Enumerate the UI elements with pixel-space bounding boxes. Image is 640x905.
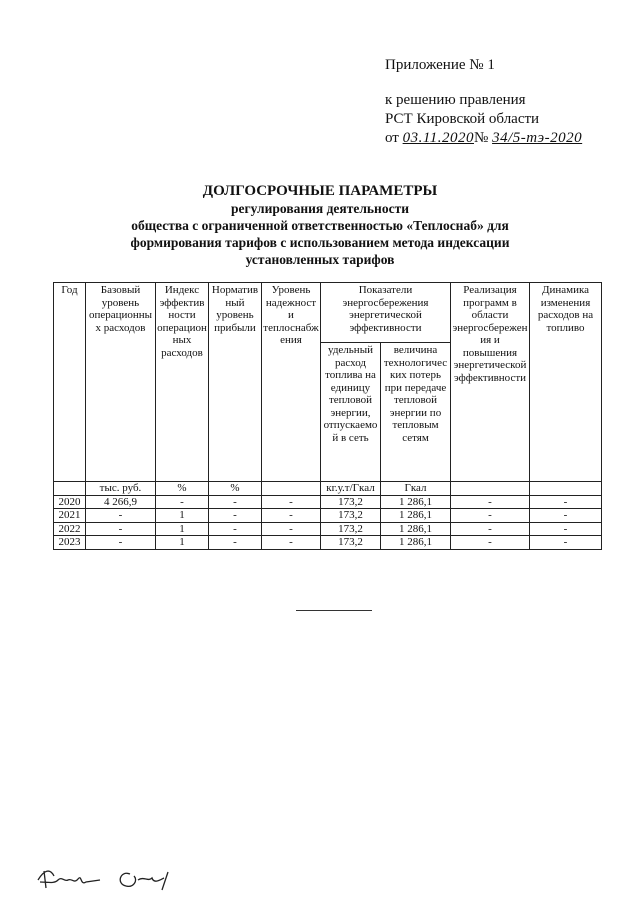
appendix-block: [385, 56, 582, 148]
unit-base: тыс. руб.: [86, 482, 156, 496]
appendix-authority: РСТ Кировской области: [385, 111, 540, 127]
number-label: №: [474, 130, 489, 146]
cell-programs: -: [451, 495, 530, 509]
table-row: [54, 536, 602, 550]
decision-number: 34/5-тэ-2020: [492, 130, 583, 146]
cell-profit: -: [209, 522, 262, 536]
cell-profit: -: [209, 536, 262, 550]
cell-losses: 1 286,1: [381, 536, 451, 550]
cell-base: -: [86, 536, 156, 550]
header-efficiency-index: Индекс эффективности операционных расходов: [156, 283, 209, 470]
cell-year: 2022: [54, 522, 86, 536]
header-year: Год: [54, 283, 86, 470]
header-fuel-dynamics: Динамика изменения расходов на топливо: [530, 283, 602, 482]
appendix-number: Приложение № 1: [385, 57, 495, 73]
header-energy-group: Показатели энергосбережения энергетической эффективности: [321, 283, 451, 343]
header-heat-losses: величина технологических потерь при передаче тепловой энергии по тепловым сетям: [381, 343, 451, 482]
cell-index: 1: [156, 536, 209, 550]
cell-fuel: 173,2: [321, 522, 381, 536]
appendix-date-line: [385, 129, 582, 148]
cell-base: -: [86, 509, 156, 523]
header-fuel-consumption: удельный расход топлива на единицу тепловой энергии, отпускаемой в сеть: [321, 343, 381, 482]
cell-dynamics: -: [530, 495, 602, 509]
cell-reliability: -: [262, 495, 321, 509]
decision-date: 03.11.2020: [402, 130, 474, 146]
cell-base: -: [86, 522, 156, 536]
cell-losses: 1 286,1: [381, 495, 451, 509]
end-divider: [296, 610, 372, 611]
cell-year: 2023: [54, 536, 86, 550]
unit-profit: %: [209, 482, 262, 496]
cell-index: 1: [156, 509, 209, 523]
header-base-opex: Базовый уровень операционных расходов: [86, 283, 156, 470]
table-row: [54, 522, 602, 536]
parameters-table: [53, 282, 602, 550]
cell-reliability: -: [262, 536, 321, 550]
cell-losses: 1 286,1: [381, 509, 451, 523]
cell-programs: -: [451, 509, 530, 523]
table-row: [54, 509, 602, 523]
header-profit-level: Нормативный уровень прибыли: [209, 283, 262, 470]
cell-profit: -: [209, 509, 262, 523]
from-label: от: [385, 130, 399, 146]
cell-profit: -: [209, 495, 262, 509]
cell-index: -: [156, 495, 209, 509]
cell-losses: 1 286,1: [381, 522, 451, 536]
cell-fuel: 173,2: [321, 509, 381, 523]
title-line-5: установленных тарифов: [245, 252, 395, 267]
cell-dynamics: -: [530, 522, 602, 536]
cell-base: 4 266,9: [86, 495, 156, 509]
cell-fuel: 173,2: [321, 536, 381, 550]
table-row: [54, 495, 602, 509]
unit-losses: Гкал: [381, 482, 451, 496]
cell-index: 1: [156, 522, 209, 536]
title-line-4: формирования тарифов с использованием метода индексации: [130, 235, 510, 250]
header-programs: Реализация программ в области энергосбережения и повышения энергетической эффективности: [451, 283, 530, 482]
units-row: [54, 482, 602, 496]
appendix-decision: к решению правления: [385, 92, 526, 108]
title-line-3: общества с ограниченной ответственностью «Теплоснаб» для: [131, 218, 509, 233]
cell-programs: -: [451, 536, 530, 550]
document-title: [60, 182, 580, 268]
header-reliability: Уровень надежности теплоснабжения: [262, 283, 321, 470]
handwritten-signature: [34, 862, 204, 892]
cell-year: 2020: [54, 495, 86, 509]
cell-programs: -: [451, 522, 530, 536]
cell-dynamics: -: [530, 536, 602, 550]
title-main: ДОЛГОСРОЧНЫЕ ПАРАМЕТРЫ: [202, 183, 438, 199]
cell-fuel: 173,2: [321, 495, 381, 509]
cell-reliability: -: [262, 509, 321, 523]
title-line-2: регулирования деятельности: [231, 201, 409, 216]
cell-year: 2021: [54, 509, 86, 523]
cell-reliability: -: [262, 522, 321, 536]
cell-dynamics: -: [530, 509, 602, 523]
unit-fuel: кг.у.т/Гкал: [321, 482, 381, 496]
unit-index: %: [156, 482, 209, 496]
